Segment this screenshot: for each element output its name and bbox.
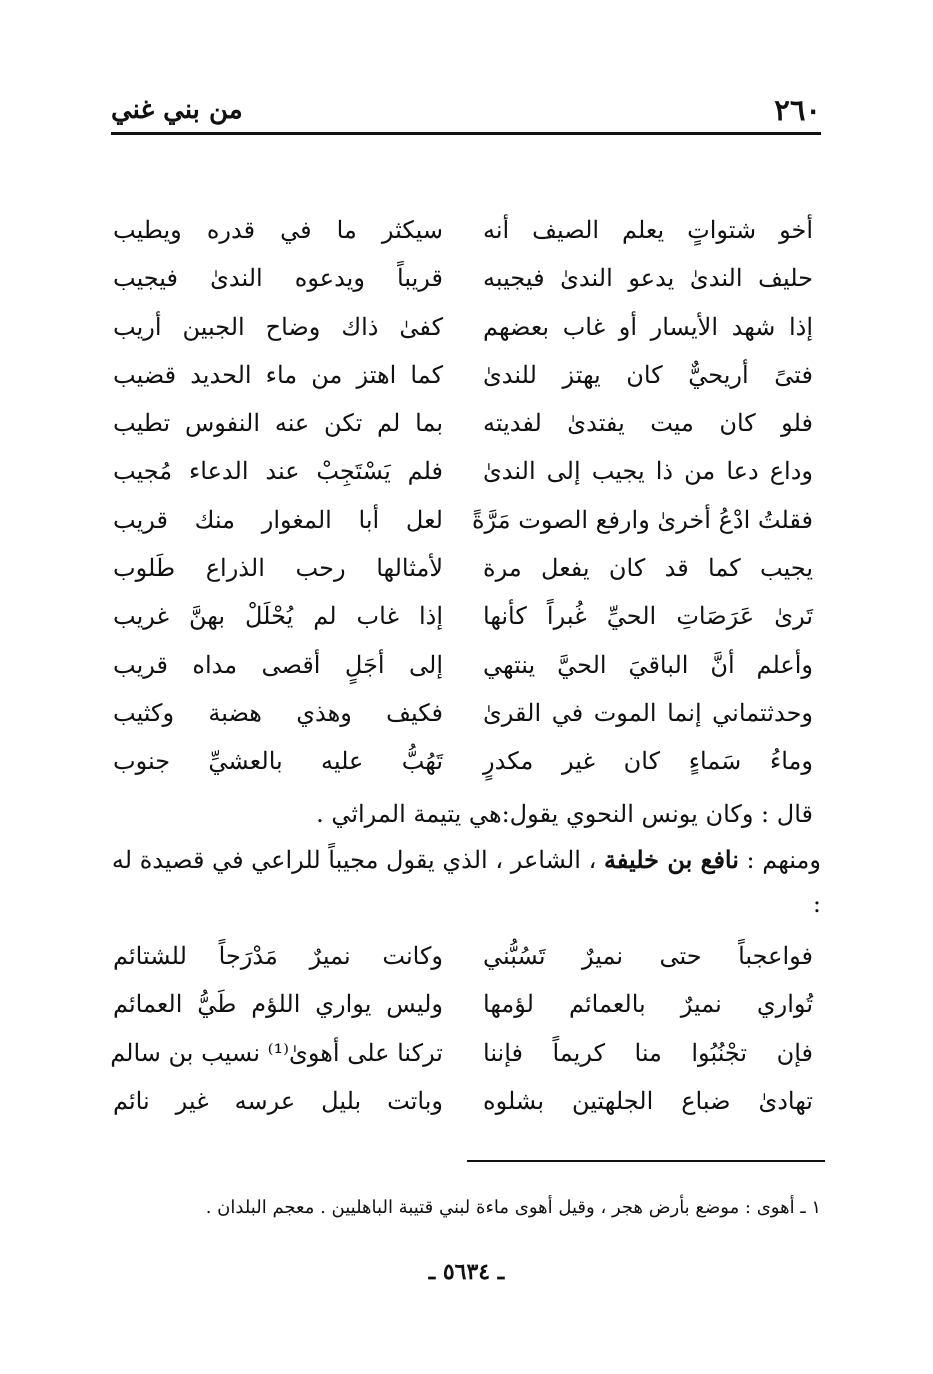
verse: [113, 1077, 813, 1125]
poet-intro-paragraph: [109, 838, 821, 926]
verse-first-hemistich: فقلتُ ادْعُ أخرىٰ وارفع الصوت مَرَّةً: [471, 505, 813, 534]
verse-first-hemistich: إذا شهد الأيسار أو غاب بعضهم: [483, 312, 813, 341]
verse: [113, 447, 813, 495]
verse: [113, 592, 813, 640]
verse: [113, 206, 813, 254]
verse: [113, 544, 813, 592]
verse-first-hemistich: وأعلم أنَّ الباقيَ الحيَّ ينتهي: [483, 650, 813, 679]
verse-second-hemistich: بما لم تكن عنه النفوس تطيب: [113, 409, 443, 438]
verse-first-hemistich: فواعجباً حتى نميرٌ تَسُبُّني: [483, 942, 813, 970]
commentary-paragraph: قال : وكان يونس النحوي يقول:هي يتيمة المراثي .: [316, 800, 813, 828]
running-title: من بني غني: [111, 95, 243, 125]
verse-second-hemistich: كما اهتز من ماء الحديد قضيب: [113, 360, 443, 389]
verse: [113, 932, 813, 980]
verse: [113, 496, 813, 544]
verse-first-hemistich: فلو كان ميت يفتدىٰ لفديته: [483, 409, 813, 438]
folio-number: ـ ٥٦٣٤ ـ: [428, 1259, 505, 1285]
verse-second-hemistich: لعل أبا المغوار منك قريب: [113, 505, 443, 534]
verse: [113, 399, 813, 447]
verse-second-hemistich: إلى أجَلٍ أقصى مداه قريب: [113, 650, 443, 679]
verse-first-hemistich: تَرىٰ عَرَصَاتِ الحيِّ غُبراً كأنها: [483, 602, 813, 631]
verse: [113, 254, 813, 302]
page-number: ٢٦٠: [774, 93, 821, 127]
verse-first-hemistich: تهادىٰ ضباع الجلهتين بشلوه: [483, 1086, 813, 1115]
poem-reply: [110, 932, 813, 1125]
verse: [113, 303, 813, 351]
verse-first-hemistich: فتىً أريحيٌّ كان يهتز للندىٰ: [483, 360, 813, 389]
verse-first-hemistich: وداع دعا من ذا يجيب إلى الندىٰ: [483, 457, 813, 486]
verse: [113, 351, 813, 399]
verse-second-hemistich: سيكثر ما في قدره ويطيب: [113, 216, 443, 244]
verse-first-hemistich: وحدثتماني إنما الموت في القرىٰ: [483, 698, 813, 727]
verse: [113, 689, 813, 737]
footnote-divider: [467, 1160, 825, 1162]
verse-first-hemistich: وماءُ سَماءٍ كان غير مكدرٍ: [483, 747, 813, 776]
verse-second-hemistich: لأمثالها رحب الذراع طَلوب: [113, 554, 443, 583]
verse-first-hemistich: أخو شتواتٍ يعلم الصيف أنه: [483, 216, 813, 244]
verse-first-hemistich: حليف الندىٰ يدعو الندىٰ فيجيبه: [483, 264, 813, 293]
verse-second-hemistich: وليس يواري اللؤم طَيُّ العمائم: [113, 990, 443, 1019]
footnote: ١ ـ أهوى : موضع بأرض هجر ، وقيل أهوى ماءة لبني قتيبة الباهليين . معجم البلدان .: [205, 1197, 821, 1218]
verse-second-hemistich: فلم يَسْتَجِبْ عند الدعاء مُجيب: [113, 457, 443, 486]
verse-first-hemistich: فإن تجْنُبُوا منا كريماً فإننا: [483, 1038, 813, 1067]
verse: [110, 1029, 813, 1077]
verse-second-hemistich: تَهُبُّ عليه بالعشيِّ جنوب: [113, 747, 443, 776]
intro-label: ومنهم :: [738, 846, 821, 874]
verse-second-hemistich: فكيف وهذي هضبة وكثيب: [113, 698, 443, 727]
verse: [113, 641, 813, 689]
verse: [113, 737, 813, 785]
verse-second-hemistich: وكانت نميرٌ مَدْرَجاً للشتائم: [113, 942, 443, 970]
verse: [113, 980, 813, 1028]
verse-second-hemistich: قريباً ويدعوه الندىٰ فيجيب: [113, 264, 443, 293]
intro-text: ، الشاعر ، الذي يقول مجيباً للراعي في قصيدة له :: [111, 846, 821, 918]
verse-second-hemistich: كفىٰ ذاك وضاح الجبين أريب: [113, 312, 443, 341]
verse-first-hemistich: تُواري نميرٌ بالعمائم لؤمها: [483, 990, 813, 1019]
verse-second-hemistich: تركنا على أهوىٰ⁽¹⁾ نسيب بن سالم: [110, 1038, 443, 1067]
poem-elegy: [113, 206, 813, 786]
poet-name: نافع بن خليفة: [603, 845, 739, 874]
verse-first-hemistich: يجيب كما قد كان يفعل مرة: [483, 554, 813, 583]
verse-second-hemistich: وباتت بليل عرسه غير نائم: [113, 1086, 443, 1115]
page-header: [111, 92, 821, 135]
verse-second-hemistich: إذا غاب لم يُحْلَلْ بهنَّ غريب: [113, 602, 443, 631]
